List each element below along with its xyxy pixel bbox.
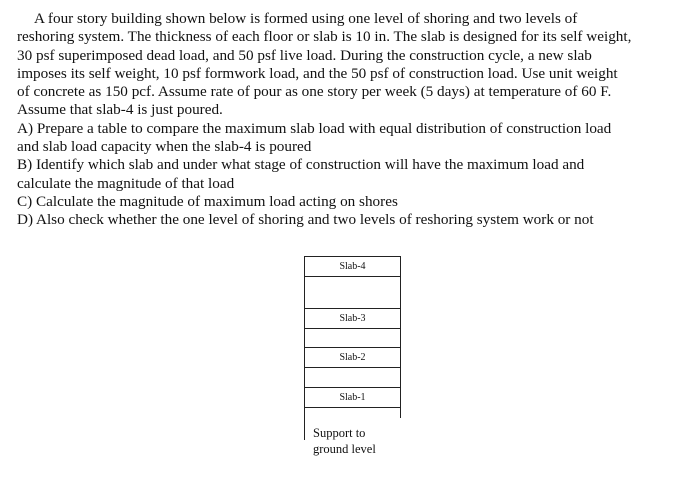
slab-1: Slab-1	[304, 387, 401, 408]
problem-line: A four story building shown below is formed using one level of shoring and two levels of	[34, 10, 578, 27]
question-c: C) Calculate the magnitude of maximum load acting on shores	[17, 192, 398, 210]
slab-2: Slab-2	[304, 347, 401, 368]
question-a: A) Prepare a table to compare the maximum slab load with equal distribution of construction load	[17, 119, 612, 137]
problem-line: 30 psf superimposed dead load, and 50 psf live load. During the construction cycle, a new slab	[17, 46, 592, 64]
question-d: D) Also check whether the one level of shoring and two levels of reshoring system work or not	[17, 211, 594, 229]
question-b-cont: calculate the magnitude of that load	[17, 174, 235, 192]
slab-4: Slab-4	[304, 256, 401, 277]
problem-line: of concrete as 150 pcf. Assume rate of pour as one story per week (5 days) at temperature of 60 F.	[17, 83, 612, 101]
support-label-line2: ground level	[313, 442, 376, 456]
problem-statement	[17, 10, 677, 230]
problem-line: reshoring system. The thickness of each floor or slab is 10 in. The slab is designed for its self weight,	[17, 28, 632, 46]
question-b: B) Identify which slab and under what stage of construction will have the maximum load and	[17, 156, 585, 174]
support-label	[313, 425, 376, 457]
problem-line: Assume that slab-4 is just poured.	[17, 101, 223, 119]
question-a-cont: and slab load capacity when the slab-4 is poured	[17, 138, 312, 156]
problem-line: imposes its self weight, 10 psf formwork load, and the 50 psf of construction load. Use unit weight	[17, 64, 618, 82]
slab-3: Slab-3	[304, 308, 401, 329]
support-label-line1: Support to	[313, 426, 366, 440]
